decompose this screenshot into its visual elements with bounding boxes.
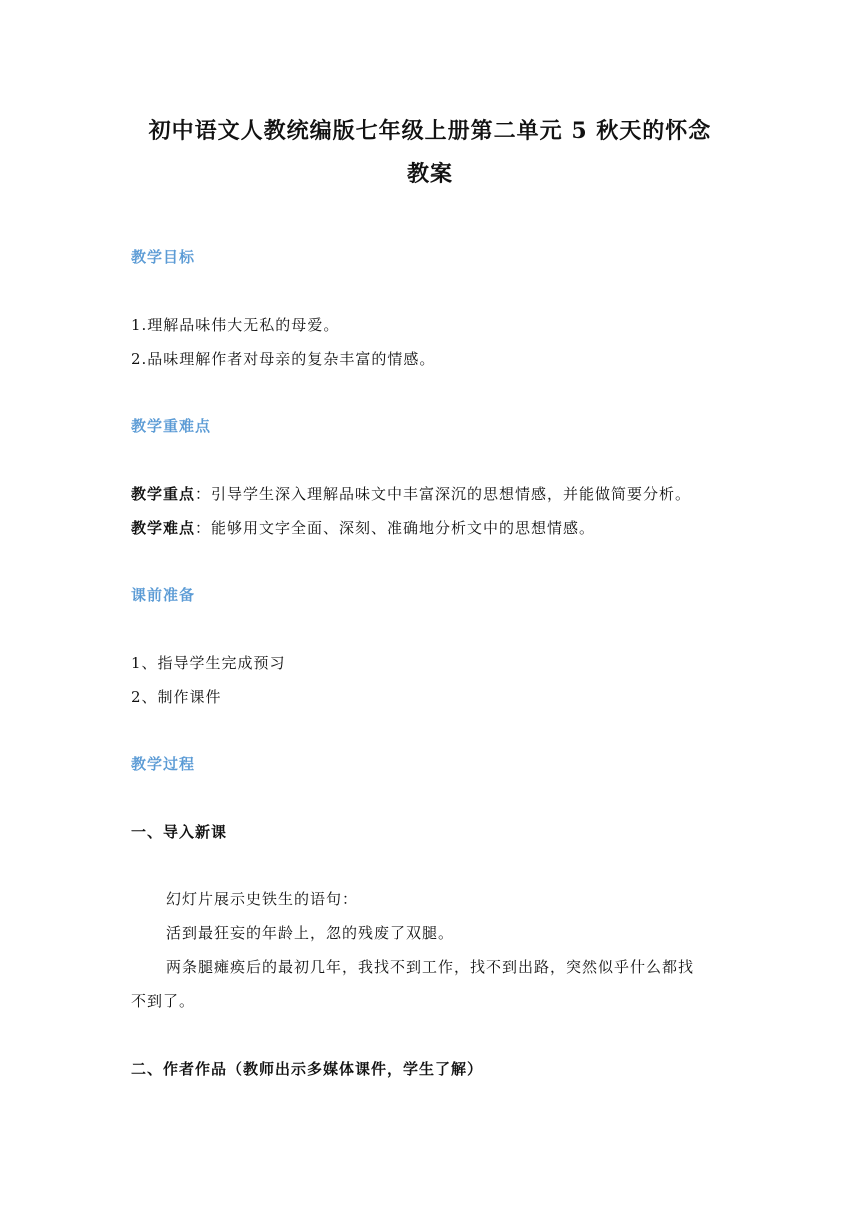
objective-item-2: 2.品味理解作者对母亲的复杂丰富的情感。 xyxy=(131,350,436,368)
process-part2-title: 二、作者作品（教师出示多媒体课件，学生了解） xyxy=(131,1060,484,1078)
objective-item-1: 1.理解品味伟大无私的母爱。 xyxy=(131,316,340,334)
difficulty-line xyxy=(131,517,595,538)
preparation-item-2: 2、制作课件 xyxy=(131,688,222,706)
preparation-item-1: 1、指导学生完成预习 xyxy=(131,654,286,672)
focus-text: ：引导学生深入理解品味文中丰富深沉的思想情感，并能做简要分析。 xyxy=(195,485,692,503)
section-heading-process: 教学过程 xyxy=(131,755,196,773)
process-part1-title: 一、导入新课 xyxy=(131,823,228,841)
document-title-line2: 教案 xyxy=(406,161,453,187)
document-title-line1: 初中语文人教统编版七年级上册第二单元 5 秋天的怀念 xyxy=(148,118,712,144)
section-heading-objectives: 教学目标 xyxy=(131,248,196,266)
process-part1-line-2: 活到最狂妄的年龄上，忽的残废了双腿。 xyxy=(166,924,455,942)
process-part1-line-3: 两条腿瘫痪后的最初几年，我找不到工作，找不到出路，突然似乎什么都找 xyxy=(166,958,695,976)
process-part1-line-4: 不到了。 xyxy=(131,992,196,1010)
section-heading-preparation: 课前准备 xyxy=(131,586,196,604)
focus-line xyxy=(131,483,691,504)
difficulty-label: 教学难点 xyxy=(131,519,196,537)
process-part1-line-1: 幻灯片展示史铁生的语句： xyxy=(166,890,359,908)
focus-label: 教学重点 xyxy=(131,485,196,503)
difficulty-text: ：能够用文字全面、深刻、准确地分析文中的思想情感。 xyxy=(195,519,596,537)
section-heading-key-points: 教学重难点 xyxy=(131,417,212,435)
